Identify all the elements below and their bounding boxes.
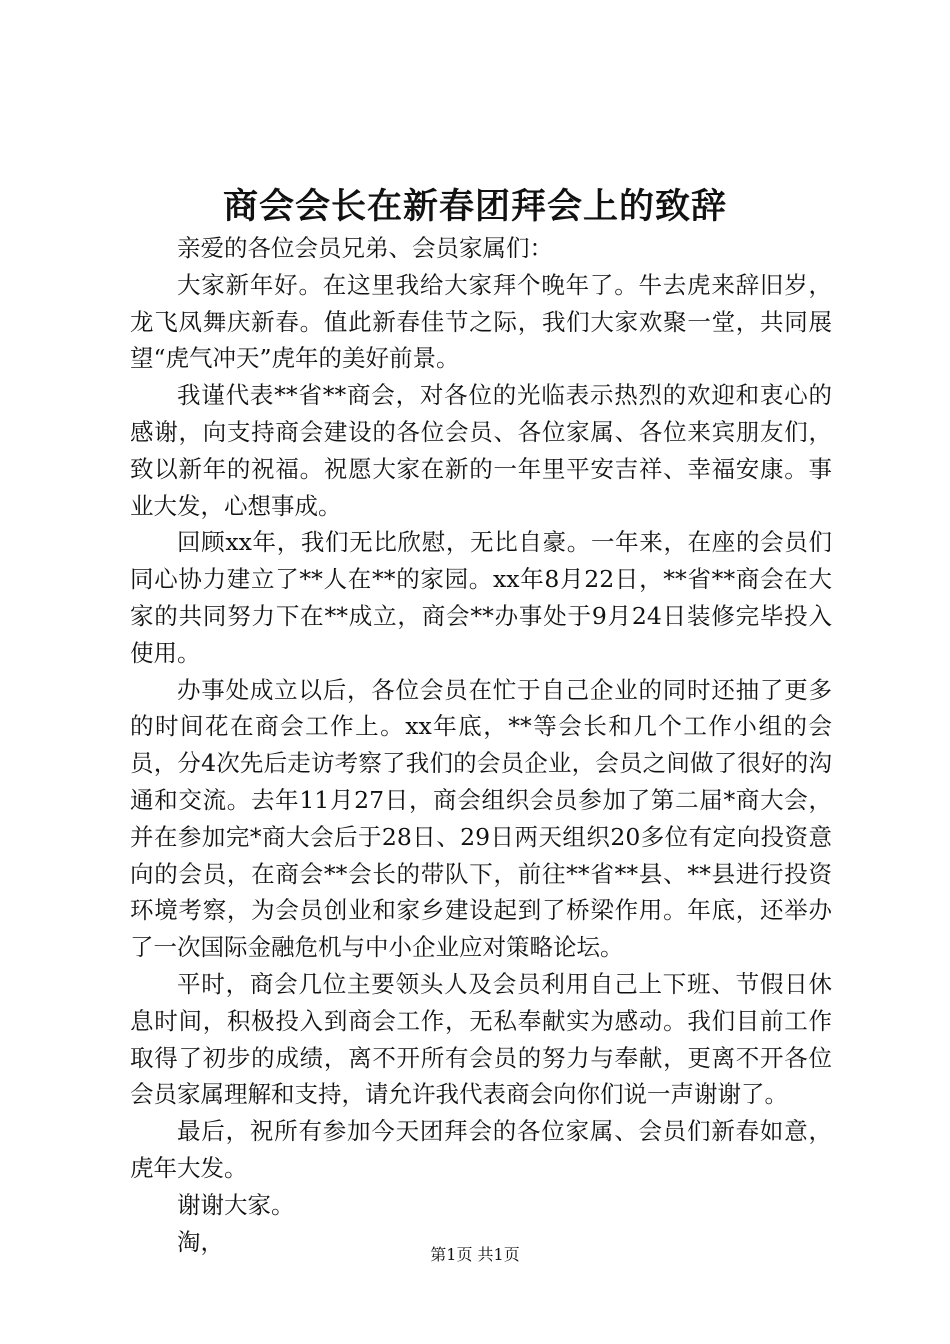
paragraph-review: 回顾xx年，我们无比欣慰，无比自豪。一年来，在座的会员们同心协力建立了**人在**的家园。xx年8月22日，**省**商会在大家的共同努力下在**成立，商会**办事处于9月24日装修完毕投入使用。 — [130, 528, 832, 667]
paragraph-new-year: 大家新年好。在这里我给大家拜个晚年了。牛去虎来辞旧岁，龙飞凤舞庆新春。值此新春佳节之际，我们大家欢聚一堂，共同展望“虎气冲天”虎年的美好前景。 — [130, 270, 832, 373]
paragraph-office-work: 办事处成立以后，各位会员在忙于自己企业的同时还抽了更多的时间花在商会工作上。xx年底，**等会长和几个工作小组的会员，分4次先后走访考察了我们的会员企业，会员之间做了很好的沟通和交流。去年11月27日，商会组织会员参加了第二届*商大会，并在参加完*商大会后于28日、29日两天组织20多位有定向投资意向的会员，在商会**会长的带队下，前往**省**县、**县进行投资环境考察，为会员创业和家乡建设起到了桥梁作用。年底，还举办了一次国际金融危机与中小企业应对策略论坛。 — [130, 675, 832, 962]
document-body — [130, 230, 832, 1260]
document-title: 商会会长在新春团拜会上的致辞 — [222, 186, 727, 227]
paragraph-greeting: 亲爱的各位会员兄弟、会员家属们： — [177, 234, 553, 262]
paragraph-dedication: 平时，商会几位主要领头人及会员利用自己上下班、节假日休息时间，积极投入到商会工作，无私奉献实为感动。我们目前工作取得了初步的成绩，离不开所有会员的努力与奉献，更离不开各位会员家属理解和支持，请允许我代表商会向你们说一声谢谢了。 — [130, 969, 832, 1109]
page-number-footer: 第1页 共1页 — [430, 1245, 520, 1264]
paragraph-thanks: 我谨代表**省**商会，对各位的光临表示热烈的欢迎和衷心的感谢，向支持商会建设的各位会员、各位家属、各位来宾朋友们，致以新年的祝福。祝愿大家在新的一年里平安吉祥、幸福安康。事业大发，心想事成。 — [130, 381, 832, 520]
paragraph-wishes: 最后，祝所有参加今天团拜会的各位家属、会员们新春如意，虎年大发。 — [130, 1117, 832, 1182]
paragraph-thank-you: 谢谢大家。 — [177, 1190, 295, 1219]
paragraph-closing: 淘， — [177, 1227, 224, 1256]
